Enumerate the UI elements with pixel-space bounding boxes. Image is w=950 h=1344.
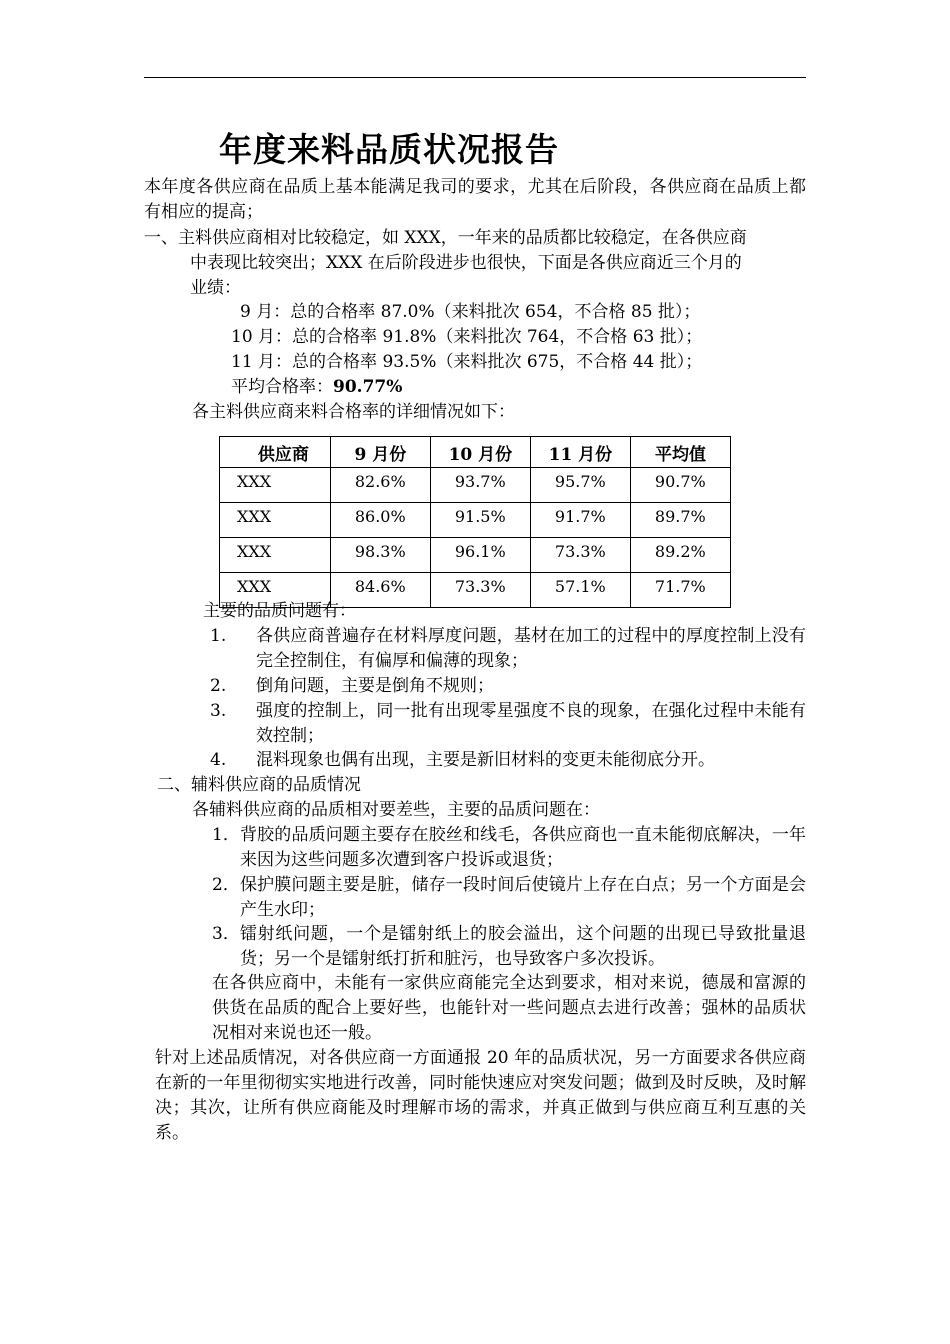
section2-heading: 二、辅料供应商的品质情况	[157, 775, 361, 795]
problem-text: 混料现象也偶有出现，主要是新旧材料的变更未能彻底分开。	[256, 750, 715, 770]
cell-sep: 84.6%	[330, 573, 430, 608]
supplier-pass-rate-table	[219, 436, 731, 608]
cell-oct: 96.1%	[430, 538, 530, 573]
cell-oct: 93.7%	[430, 468, 530, 503]
cell-nov: 73.3%	[530, 538, 630, 573]
month-stat-10: 10 月：总的合格率 91.8%（来料批次 764，不合格 63 批）；	[231, 327, 703, 347]
section1-heading-line3: 业绩：	[190, 278, 241, 298]
month-stat-9: 9 月：总的合格率 87.0%（来料批次 654，不合格 85 批）；	[240, 302, 701, 322]
cell-oct: 91.5%	[430, 503, 530, 538]
section2-intro: 各辅料供应商的品质相对要差些，主要的品质问题在：	[192, 800, 600, 820]
header-oct: 10 月份	[430, 437, 530, 468]
problem-text: 强度的控制上，同一批有出现零星强度不良的现象，在强化过程中未能有效控制；	[256, 701, 806, 746]
cell-nov: 91.7%	[530, 503, 630, 538]
header-supplier: 供应商	[220, 437, 331, 468]
intro-paragraph: 本年度各供应商在品质上基本能满足我司的要求，尤其在后阶段，各供应商在品质上都有相应的提高；	[144, 177, 806, 222]
table-row	[220, 468, 731, 503]
problem-text: 倒角问题，主要是倒角不规则；	[256, 676, 494, 696]
report-title: 年度来料品质状况报告	[219, 130, 559, 169]
aux-problem-text: 保护膜问题主要是脏，储存一段时间后使镜片上存在白点；另一个方面是会产生水印；	[240, 875, 806, 920]
cell-supplier: XXX	[220, 468, 331, 503]
header-rule	[144, 77, 806, 78]
aux-problem-number: 2．	[212, 875, 240, 895]
conclusion-paragraph: 针对上述品质情况，对各供应商一方面通报 20 年的品质状况，另一方面要求各供应商在新的一年里彻彻实实地进行改善，同时能快速应对突发问题；做到及时反映，及时解决；其次，让所有供应商能及时理解市场的需求，并真正做到与供应商互利互惠的关系。	[155, 1048, 806, 1143]
table-header-row	[220, 437, 731, 468]
cell-supplier: XXX	[220, 538, 331, 573]
aux-problem-number: 3．	[212, 924, 240, 944]
problem-text: 各供应商普遍存在材料厚度问题，基材在加工的过程中的厚度控制上没有完全控制住，有偏厚和偏薄的现象；	[256, 626, 806, 671]
cell-oct: 73.3%	[430, 573, 530, 608]
cell-average: 71.7%	[630, 573, 730, 608]
month-stat-11: 11 月：总的合格率 93.5%（来料批次 675，不合格 44 批）；	[231, 352, 703, 372]
cell-nov: 57.1%	[530, 573, 630, 608]
section1-heading-line2: 中表现比较突出；XXX 在后阶段进步也很快，下面是各供应商近三个月的	[190, 253, 742, 273]
section1-heading-line1: 一、主料供应商相对比较稳定，如 XXX，一年来的品质都比较稳定，在各供应商	[144, 228, 747, 248]
cell-average: 89.7%	[630, 503, 730, 538]
header-sep: 9 月份	[330, 437, 430, 468]
table-intro: 各主料供应商来料合格率的详细情况如下：	[192, 402, 515, 422]
cell-supplier: XXX	[220, 573, 331, 608]
average-value: 90.77%	[333, 377, 403, 397]
average-label: 平均合格率：	[231, 377, 333, 397]
cell-sep: 82.6%	[330, 468, 430, 503]
cell-average: 90.7%	[630, 468, 730, 503]
header-average: 平均值	[630, 437, 730, 468]
cell-average: 89.2%	[630, 538, 730, 573]
average-pass-rate	[231, 375, 402, 400]
table-row	[220, 503, 731, 538]
cell-sep: 86.0%	[330, 503, 430, 538]
aux-problem-text: 镭射纸问题，一个是镭射纸上的胶会溢出，这个问题的出现已导致批量退货；另一个是镭射纸打折和脏污，也导致客户多次投诉。	[240, 924, 806, 969]
problem-number: 4.	[210, 750, 227, 770]
supplier-summary: 在各供应商中，未能有一家供应商能完全达到要求，相对来说，德晟和富源的供货在品质的配合上要好些，也能针对一些问题点去进行改善；强林的品质状况相对来说也还一般。	[212, 973, 806, 1043]
cell-supplier: XXX	[220, 503, 331, 538]
cell-sep: 98.3%	[330, 538, 430, 573]
aux-problem-number: 1．	[212, 825, 240, 845]
aux-problem-text: 背胶的品质问题主要存在胶丝和线毛，各供应商也一直未能彻底解决，一年来因为这些问题多次遭到客户投诉或退货；	[240, 825, 806, 870]
table-row	[220, 538, 731, 573]
cell-nov: 95.7%	[530, 468, 630, 503]
problem-number: 3.	[210, 701, 227, 721]
problem-number: 1.	[210, 626, 227, 646]
header-nov: 11 月份	[530, 437, 630, 468]
problems-intro: 主要的品质问题有：	[203, 601, 356, 621]
problem-number: 2.	[210, 676, 227, 696]
